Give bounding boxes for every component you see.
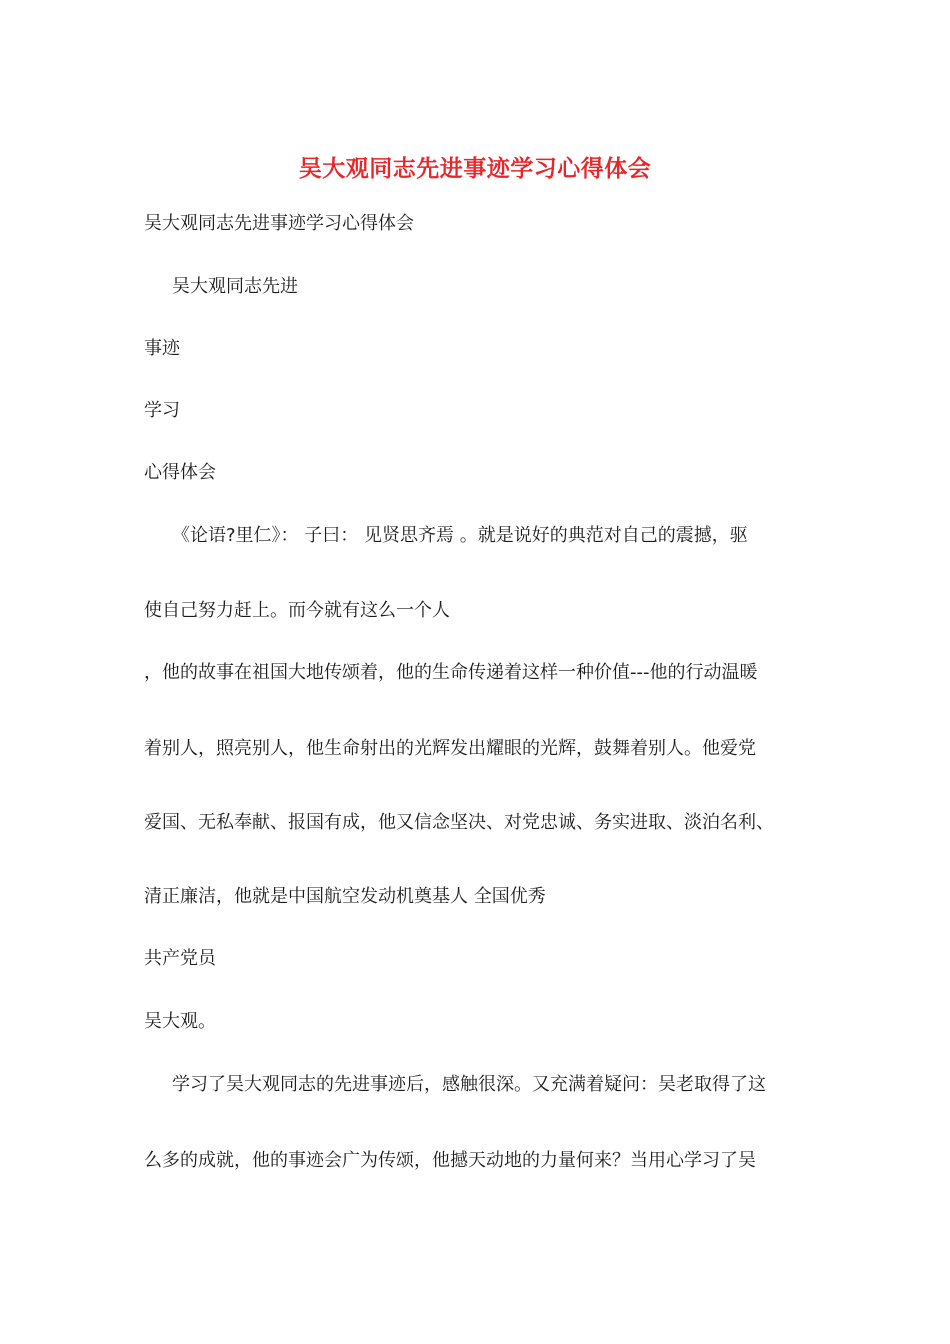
paragraph-line: 么多的成就，他的事迹会广为传颂，他撼天动地的力量何来？当用心学习了吴 <box>144 1150 756 1171</box>
paragraph-line: 《论语?里仁》： 子曰： 见贤思齐焉 。就是说好的典范对自己的震撼，驱 <box>172 525 748 546</box>
heading-line: 心得体会 <box>144 462 216 483</box>
document-title: 吴大观同志先进事迹学习心得体会 <box>298 155 652 182</box>
heading-line: 学习 <box>144 400 180 421</box>
heading-line: 吴大观同志先进 <box>172 276 298 297</box>
paragraph-line: ，他的故事在祖国大地传颂着，他的生命传递着这样一种价值---他的行动温暖 <box>144 662 758 683</box>
subtitle-line: 吴大观同志先进事迹学习心得体会 <box>144 213 414 234</box>
paragraph-line: 清正廉洁，他就是中国航空发动机奠基人 全国优秀 <box>144 886 546 907</box>
paragraph-line: 共产党员 <box>144 948 216 969</box>
paragraph-line: 学习了吴大观同志的先进事迹后，感触很深。又充满着疑问：吴老取得了这 <box>172 1074 766 1095</box>
paragraph-line: 着别人，照亮别人，他生命射出的光辉发出耀眼的光辉，鼓舞着别人。他爱党 <box>144 738 756 759</box>
paragraph-line: 使自己努力赶上。而今就有这么一个人 <box>144 600 450 621</box>
paragraph-line: 吴大观。 <box>144 1011 216 1032</box>
heading-line: 事迹 <box>144 338 180 359</box>
paragraph-line: 爱国、无私奉献、报国有成，他又信念坚决、对党忠诚、务实进取、淡泊名利、 <box>144 812 774 833</box>
